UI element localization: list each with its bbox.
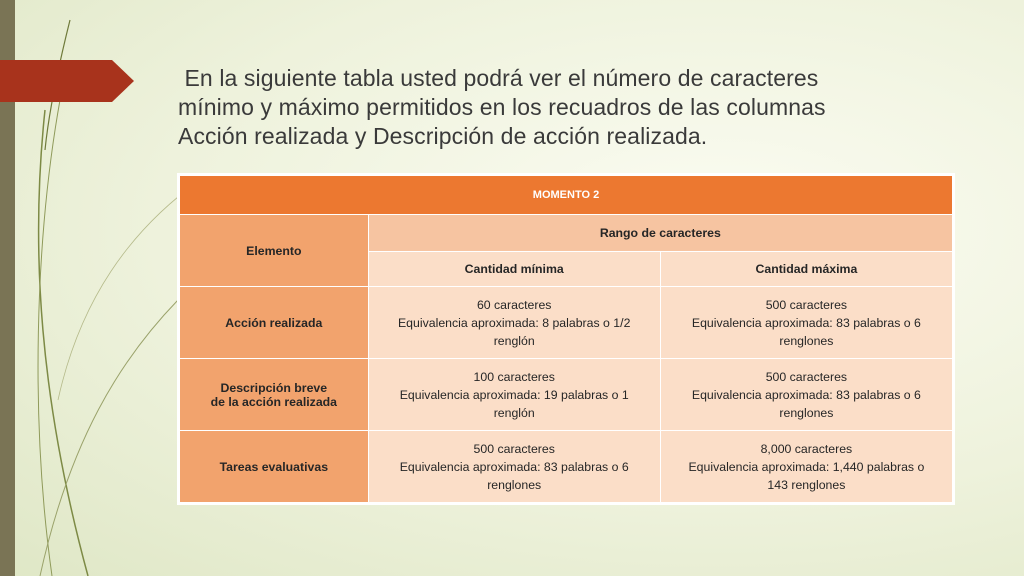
element-label: Acción realizada <box>225 315 323 330</box>
element-header: Elemento <box>180 215 369 287</box>
min-header: Cantidad mínima <box>368 251 660 286</box>
cell-line: renglones <box>779 333 834 348</box>
max-cell <box>660 431 952 503</box>
heading-line: Acción realizada y Descripción de acción realizada. <box>178 123 708 149</box>
cell-line: renglón <box>493 333 535 348</box>
cell-line: 8,000 caracteres <box>760 441 853 456</box>
table-row <box>180 359 953 431</box>
max-header: Cantidad máxima <box>660 251 952 286</box>
table-title: MOMENTO 2 <box>180 176 953 215</box>
element-label: de la acción realizada <box>210 394 338 409</box>
min-cell <box>368 431 660 503</box>
heading-line: En la siguiente tabla usted podrá ver el número de caracteres <box>178 65 819 91</box>
cell-line: Equivalencia aproximada: 1,440 palabras o <box>688 459 925 474</box>
cell-line: 500 caracteres <box>765 297 848 312</box>
cell-line: renglones <box>487 477 542 492</box>
slide-heading <box>178 64 978 151</box>
element-cell <box>180 431 369 503</box>
cell-line: 143 renglones <box>767 477 846 492</box>
element-cell <box>180 359 369 431</box>
element-label: Tareas evaluativas <box>219 459 329 474</box>
slide-arrow-marker <box>0 60 134 102</box>
cell-line: Equivalencia aproximada: 83 palabras o 6 <box>691 387 921 402</box>
element-label: Descripción breve <box>220 380 328 395</box>
max-cell <box>660 287 952 359</box>
cell-line: Equivalencia aproximada: 19 palabras o 1 <box>399 387 629 402</box>
cell-line: 500 caracteres <box>473 441 555 456</box>
table-row <box>180 287 953 359</box>
cell-line: Equivalencia aproximada: 83 palabras o 6 <box>399 459 629 474</box>
max-cell <box>660 359 952 431</box>
cell-line: renglón <box>493 405 535 420</box>
element-cell <box>180 287 369 359</box>
character-range-table <box>177 173 955 505</box>
range-header: Rango de caracteres <box>368 215 952 251</box>
cell-line: Equivalencia aproximada: 8 palabras o 1/2 <box>397 315 631 330</box>
cell-line: renglones <box>779 405 834 420</box>
min-cell <box>368 359 660 431</box>
heading-line: mínimo y máximo permitidos en los recuadros de las columnas <box>178 94 826 120</box>
cell-line: 500 caracteres <box>765 369 848 384</box>
min-cell <box>368 287 660 359</box>
table-row <box>180 431 953 503</box>
cell-line: 60 caracteres <box>476 297 552 312</box>
cell-line: Equivalencia aproximada: 83 palabras o 6 <box>691 315 921 330</box>
cell-line: 100 caracteres <box>473 369 555 384</box>
